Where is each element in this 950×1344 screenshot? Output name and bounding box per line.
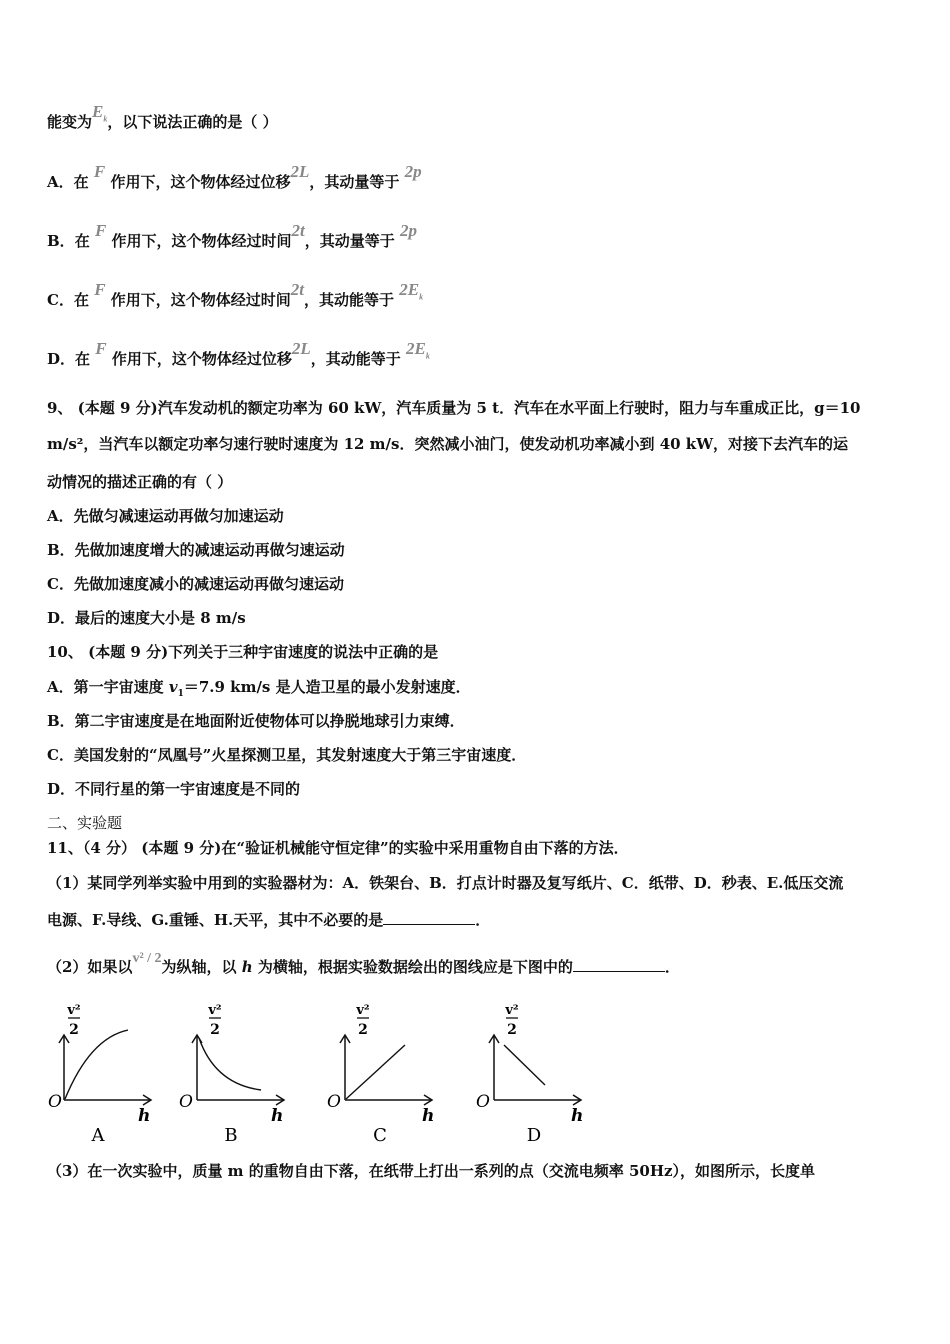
- q9-option-c: C．先做加速度减小的减速运动再做匀速运动: [47, 575, 344, 593]
- graph-b: [177, 1000, 297, 1154]
- q9-stem-line3: 动情况的描述正确的有（ ）: [47, 473, 233, 491]
- q9-option-b: B．先做加速度增大的减速运动再做匀速运动: [47, 541, 345, 559]
- line-d: [504, 1045, 545, 1085]
- q8-option-d: D．在 F 作用下，这个物体经过位移2L，其动能等于 $2E_k$: [47, 339, 430, 368]
- y-label-num: v²: [67, 1003, 81, 1018]
- v-squared-over-2: v² / 2: [132, 951, 162, 966]
- graph-label-c: C: [373, 1125, 387, 1146]
- svg-text:O: O: [476, 1092, 490, 1112]
- q9-stem-line2: m/s²，当汽车以额定功率匀速行驶时速度为 12 m/s．突然减小油门，使发动机功率减小到 40 kW，对接下去汽车的运: [47, 435, 849, 453]
- svg-text:v²: v²: [356, 1003, 370, 1018]
- svg-text:h: h: [271, 1106, 284, 1126]
- svg-text:2: 2: [210, 1022, 220, 1038]
- q11-part1-line2: 电源、F.导线、G.重锤、H.天平，其中不必要的是 ．: [47, 911, 491, 929]
- svg-text:h: h: [571, 1106, 584, 1126]
- q8-option-a: A．在 F 作用下，这个物体经过位移2L，其动量等于 2p: [47, 162, 422, 191]
- q10-option-d: D．不同行星的第一宇宙速度是不同的: [47, 780, 301, 798]
- svg-text:O: O: [179, 1092, 193, 1112]
- q9-option-a: A．先做匀减速运动再做匀加速运动: [47, 507, 284, 525]
- graph-label-b: B: [224, 1125, 238, 1146]
- y-label-den: 2: [69, 1022, 79, 1038]
- origin-label: O: [48, 1092, 62, 1112]
- x-label: h: [138, 1106, 151, 1126]
- answer-blank-1[interactable]: [383, 910, 475, 925]
- svg-text:O: O: [327, 1092, 341, 1112]
- q11-part2: （2）如果以v² / 2为纵轴，以 h 为横轴，根据实验数据绘出的图线应是下图中的 ．: [47, 951, 680, 976]
- q11-part3: （3）在一次实验中，质量 m 的重物自由下落，在纸带上打出一系列的点（交流电频率 50Hz），如图所示，长度单: [47, 1162, 816, 1180]
- graph-label-a: A: [91, 1125, 105, 1146]
- q8-intro: 能变为$E_k$，以下说法正确的是（ ）: [47, 102, 278, 131]
- svg-text:v²: v²: [208, 1003, 222, 1018]
- q10-option-c: C．美国发射的“凤凰号”火星探测卫星，其发射速度大于第三宇宙速度．: [47, 746, 527, 764]
- ek-symbol: $E_k$: [92, 102, 108, 124]
- svg-text:v²: v²: [505, 1003, 519, 1018]
- svg-text:h: h: [422, 1106, 435, 1126]
- svg-text:2: 2: [358, 1022, 368, 1038]
- curve-b: [199, 1038, 261, 1090]
- line-c: [346, 1045, 405, 1099]
- q11-part1-line1: （1）某同学列举实验中用到的实验器材为：A．铁架台、B．打点计时器及复写纸片、C．纸带、D．秒表、E.低压交流: [47, 874, 844, 892]
- q10-stem: 10、 (本题 9 分)下列关于三种宇宙速度的说法中正确的是: [47, 643, 439, 661]
- q8-option-c: C．在 F 作用下，这个物体经过时间2t，其动能等于 $2E_k$: [47, 280, 424, 309]
- q10-option-a: A．第一宇宙速度 $v_1=7.9$ km/s 是人造卫星的最小发射速度．: [47, 678, 471, 699]
- answer-blank-2[interactable]: [573, 957, 665, 972]
- q11-stem: 11、（4 分） (本题 9 分)在“验证机械能守恒定律”的实验中采用重物自由下落的方法．: [47, 839, 629, 857]
- section-title: 二、实验题: [47, 814, 123, 832]
- curve-a: [65, 1030, 128, 1099]
- q8-option-b: B．在 F 作用下，这个物体经过时间2t，其动量等于 2p: [47, 221, 418, 250]
- graph-a: [44, 1000, 164, 1154]
- graph-c: [325, 1000, 445, 1154]
- q9-stem-line1: 9、 (本题 9 分)汽车发动机的额定功率为 60 kW，汽车质量为 5 t．汽车在水平面上行驶时，阻力与车重成正比，g＝10: [47, 399, 861, 417]
- graph-d: [474, 1000, 594, 1154]
- graph-label-d: D: [526, 1125, 542, 1146]
- q9-option-d: D．最后的速度大小是 8 m/s: [47, 609, 246, 627]
- q10-option-b: B．第二宇宙速度是在地面附近使物体可以挣脱地球引力束缚．: [47, 712, 465, 730]
- svg-text:2: 2: [507, 1022, 517, 1038]
